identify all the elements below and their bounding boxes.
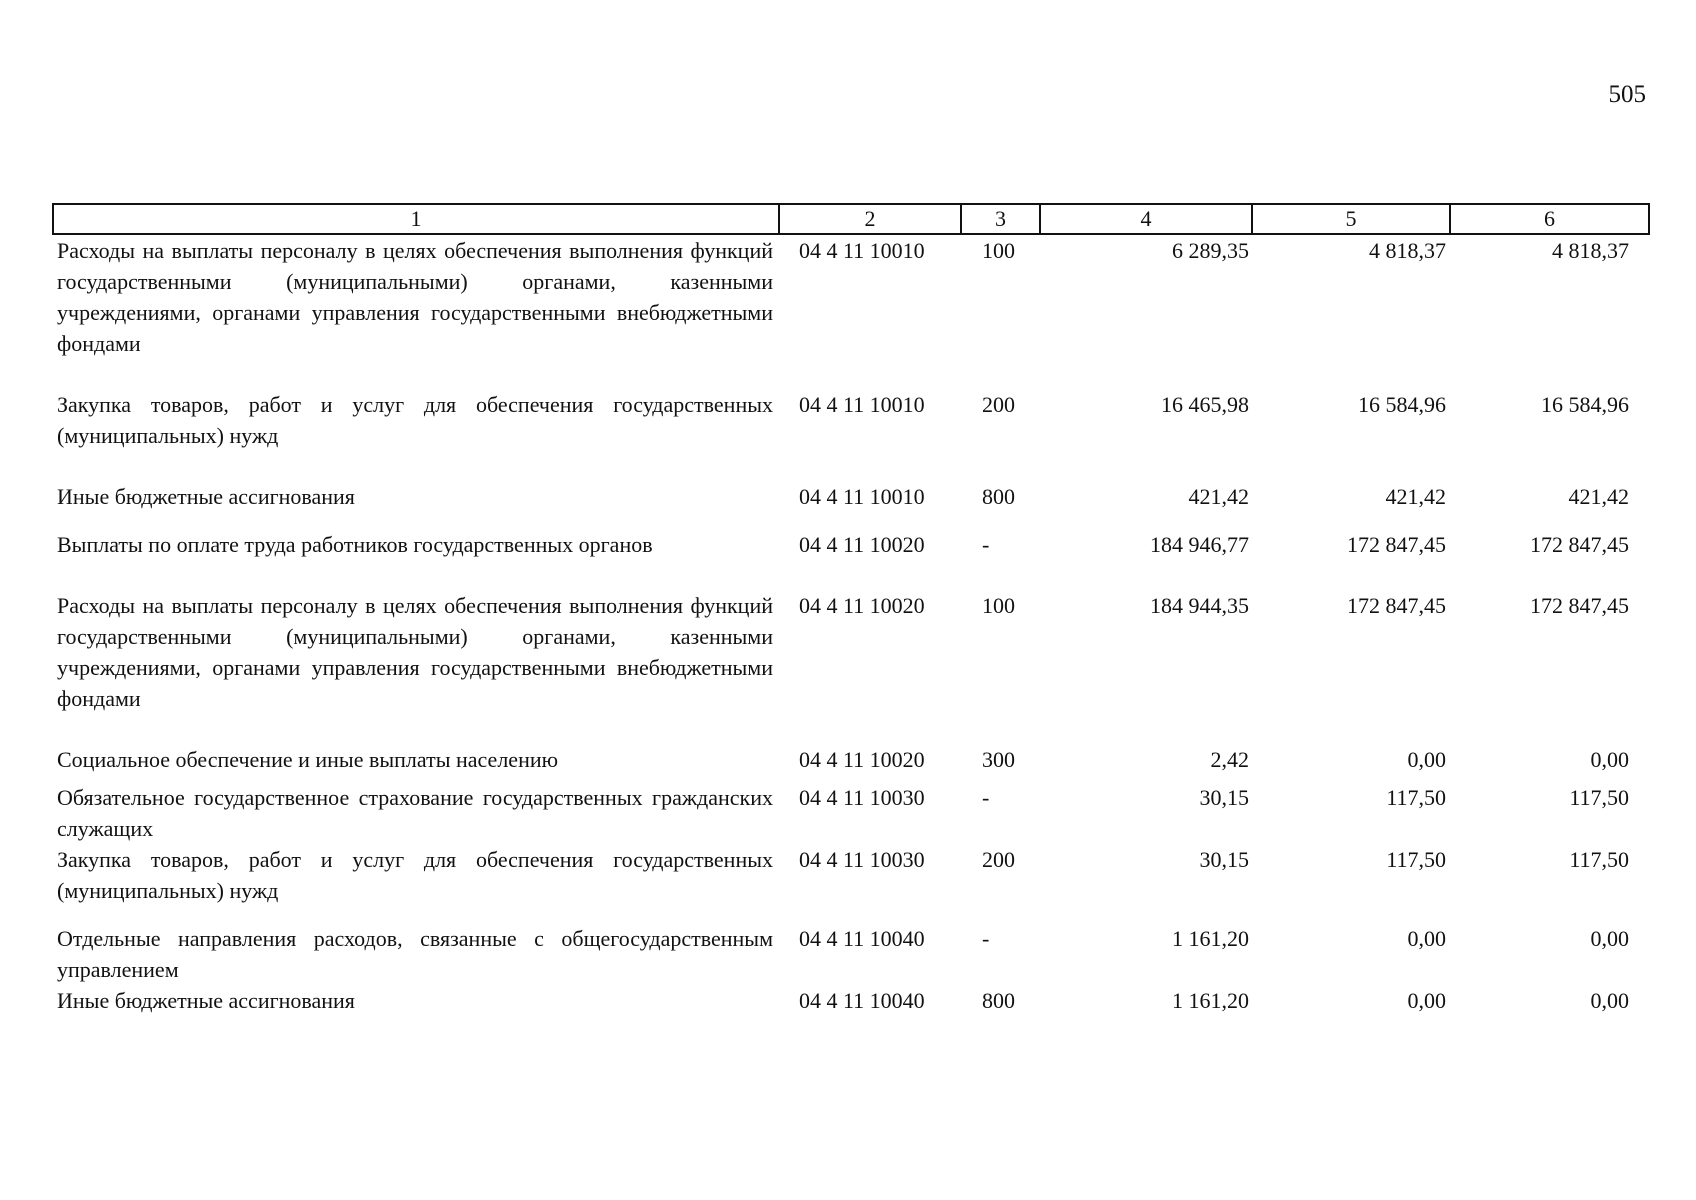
target-code: 04 4 11 10030: [799, 847, 925, 872]
table-row: [53, 985, 1649, 1016]
amount-col5: 0,00: [1407, 988, 1446, 1013]
table-row: [53, 389, 1649, 481]
header-cell-6: 6: [1450, 204, 1649, 234]
expense-name: Расходы на выплаты персоналу в целях обеспечения выполнения функций государственными (муниципальными) органами, казенными учреждениями, органами управления государственными внебюджетными фондами: [57, 238, 773, 356]
table-row: [53, 529, 1649, 590]
expense-name: Обязательное государственное страхование государственных гражданских служащих: [57, 785, 773, 841]
amount-col6: 172 847,45: [1530, 532, 1629, 557]
target-code: 04 4 11 10010: [799, 484, 925, 509]
expense-name: Социальное обеспечение и иные выплаты населению: [57, 747, 559, 772]
expense-name: Отдельные направления расходов, связанные с общегосударственным управлением: [57, 926, 773, 982]
table-row: [53, 923, 1649, 985]
header-cell-3: 3: [961, 204, 1040, 234]
expense-name: Иные бюджетные ассигнования: [57, 988, 355, 1013]
amount-col6: 0,00: [1590, 926, 1629, 951]
header-cell-2: 2: [779, 204, 961, 234]
amount-col5: 117,50: [1386, 785, 1446, 810]
expense-name: Выплаты по оплате труда работников государственных органов: [57, 532, 653, 557]
target-code: 04 4 11 10040: [799, 988, 925, 1013]
expense-type: 800: [982, 988, 1015, 1013]
target-code: 04 4 11 10020: [799, 532, 925, 557]
amount-col4: 1 161,20: [1172, 988, 1249, 1013]
table-row: [53, 744, 1649, 782]
table-header: [53, 204, 1649, 234]
target-code: 04 4 11 10020: [799, 593, 925, 618]
amount-col5: 172 847,45: [1347, 593, 1446, 618]
amount-col4: 30,15: [1199, 785, 1249, 810]
table-body: [53, 234, 1649, 1016]
page-number: 505: [1608, 81, 1646, 108]
header-cell-1: 1: [53, 204, 779, 234]
amount-col6: 4 818,37: [1552, 238, 1629, 263]
amount-col5: 0,00: [1407, 926, 1446, 951]
amount-col4: 16 465,98: [1161, 392, 1249, 417]
expense-name: Закупка товаров, работ и услуг для обеспечения государственных (муниципальных) нужд: [57, 847, 773, 903]
amount-col6: 117,50: [1569, 785, 1629, 810]
amount-col5: 4 818,37: [1369, 238, 1446, 263]
header-cell-5: 5: [1252, 204, 1450, 234]
table-row: [53, 481, 1649, 529]
expense-type: 800: [982, 484, 1015, 509]
amount-col4: 30,15: [1199, 847, 1249, 872]
amount-col6: 117,50: [1569, 847, 1629, 872]
target-code: 04 4 11 10040: [799, 926, 925, 951]
table-row: [53, 844, 1649, 923]
expense-type: 100: [982, 238, 1015, 263]
amount-col6: 16 584,96: [1541, 392, 1629, 417]
amount-col6: 0,00: [1590, 747, 1629, 772]
table-row: [53, 234, 1649, 389]
target-code: 04 4 11 10030: [799, 785, 925, 810]
expense-name: Иные бюджетные ассигнования: [57, 484, 355, 509]
amount-col6: 172 847,45: [1530, 593, 1629, 618]
expense-type: 200: [982, 392, 1015, 417]
amount-col6: 0,00: [1590, 988, 1629, 1013]
header-row: [53, 204, 1649, 234]
amount-col4: 184 946,77: [1150, 532, 1249, 557]
expense-type: -: [982, 532, 990, 557]
expense-name: Расходы на выплаты персоналу в целях обеспечения выполнения функций государственными (муниципальными) органами, казенными учреждениями, органами управления государственными внебюджетными фондами: [57, 593, 773, 711]
expense-type: -: [982, 785, 990, 810]
expense-type: -: [982, 926, 990, 951]
expense-name: Закупка товаров, работ и услуг для обеспечения государственных (муниципальных) нужд: [57, 392, 773, 448]
amount-col4: 1 161,20: [1172, 926, 1249, 951]
table-row: [53, 590, 1649, 744]
amount-col4: 2,42: [1210, 747, 1249, 772]
amount-col4: 421,42: [1188, 484, 1249, 509]
header-cell-4: 4: [1040, 204, 1252, 234]
target-code: 04 4 11 10020: [799, 747, 925, 772]
expense-type: 300: [982, 747, 1015, 772]
table-row: [53, 782, 1649, 844]
amount-col5: 117,50: [1386, 847, 1446, 872]
budget-table: [52, 203, 1650, 1016]
amount-col5: 172 847,45: [1347, 532, 1446, 557]
amount-col5: 421,42: [1385, 484, 1446, 509]
expense-type: 100: [982, 593, 1015, 618]
amount-col4: 184 944,35: [1150, 593, 1249, 618]
amount-col5: 0,00: [1407, 747, 1446, 772]
amount-col5: 16 584,96: [1358, 392, 1446, 417]
target-code: 04 4 11 10010: [799, 238, 925, 263]
amount-col6: 421,42: [1568, 484, 1629, 509]
amount-col4: 6 289,35: [1172, 238, 1249, 263]
expense-type: 200: [982, 847, 1015, 872]
target-code: 04 4 11 10010: [799, 392, 925, 417]
